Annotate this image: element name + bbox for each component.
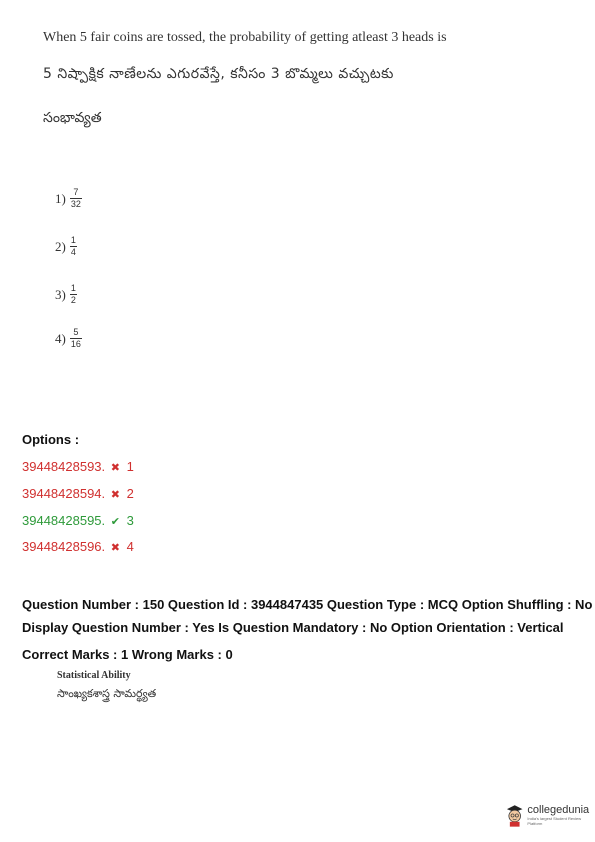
- fraction-denominator: 4: [70, 247, 76, 257]
- fraction-numerator: 7: [73, 187, 79, 197]
- cross-icon: ✖: [110, 542, 120, 554]
- collegedunia-logo: [505, 803, 595, 827]
- subject-name-en: Statistical Ability: [57, 670, 131, 681]
- choice-fraction: [70, 327, 82, 350]
- logo-text: collegedunia: [527, 803, 590, 816]
- choice-4: [55, 327, 82, 350]
- choice-label: 4): [55, 330, 66, 346]
- question-meta-line3: Correct Marks : 1 Wrong Marks : 0: [22, 647, 233, 662]
- choice-1: [55, 187, 82, 210]
- choice-fraction: [70, 235, 77, 258]
- question-text-te-line1: 5 నిష్పాక్షిక నాణేలను ఎగురవేస్తే, కనీసం 3 బొమ్మలు వచ్చుటకు: [43, 66, 394, 82]
- option-id: 39448428594.: [22, 486, 106, 501]
- choice-label: 1): [55, 190, 66, 206]
- logo-tagline: India's largest Student Review Platform: [527, 815, 582, 826]
- question-text-te-line2: సంభావ్యత: [43, 110, 102, 126]
- fraction-denominator: 16: [70, 339, 81, 349]
- option-value: 1: [126, 459, 134, 474]
- cross-icon: ✖: [110, 489, 120, 501]
- choice-label: 3): [55, 286, 66, 302]
- fraction-denominator: 2: [70, 295, 76, 305]
- option-row-4: [22, 539, 134, 554]
- fraction-denominator: 32: [70, 199, 81, 209]
- fraction-numerator: 1: [70, 235, 76, 245]
- mascot-icon: [505, 803, 524, 827]
- option-id: 39448428593.: [22, 459, 106, 474]
- question-meta-line1: Question Number : 150 Question Id : 3944847435 Question Type : MCQ Option Shuffling : No: [22, 597, 593, 612]
- cross-icon: ✖: [110, 462, 120, 474]
- choice-3: [55, 283, 77, 306]
- option-value: 4: [126, 539, 134, 554]
- choice-2: [55, 235, 77, 258]
- option-id: 39448428595.: [22, 513, 106, 528]
- fraction-numerator: 1: [70, 283, 76, 293]
- options-heading: Options :: [22, 432, 80, 447]
- subject-name-te: సాంఖ్యకశాస్త్ర సామర్థ్యత: [57, 687, 157, 700]
- option-row-3: [22, 513, 134, 528]
- choice-fraction: [70, 283, 77, 306]
- option-value: 2: [126, 486, 134, 501]
- option-row-2: [22, 486, 134, 501]
- checkmark-icon: ✔: [110, 516, 120, 528]
- choice-label: 2): [55, 238, 66, 254]
- question-meta-line2: Display Question Number : Yes Is Question Mandatory : No Option Orientation : Vertical: [22, 620, 564, 635]
- option-row-1: [22, 459, 134, 474]
- option-value: 3: [126, 513, 134, 528]
- fraction-numerator: 5: [73, 327, 79, 337]
- option-id: 39448428596.: [22, 539, 106, 554]
- question-text-en: When 5 fair coins are tossed, the probability of getting atleast 3 heads is: [43, 30, 447, 45]
- choice-fraction: [70, 187, 82, 210]
